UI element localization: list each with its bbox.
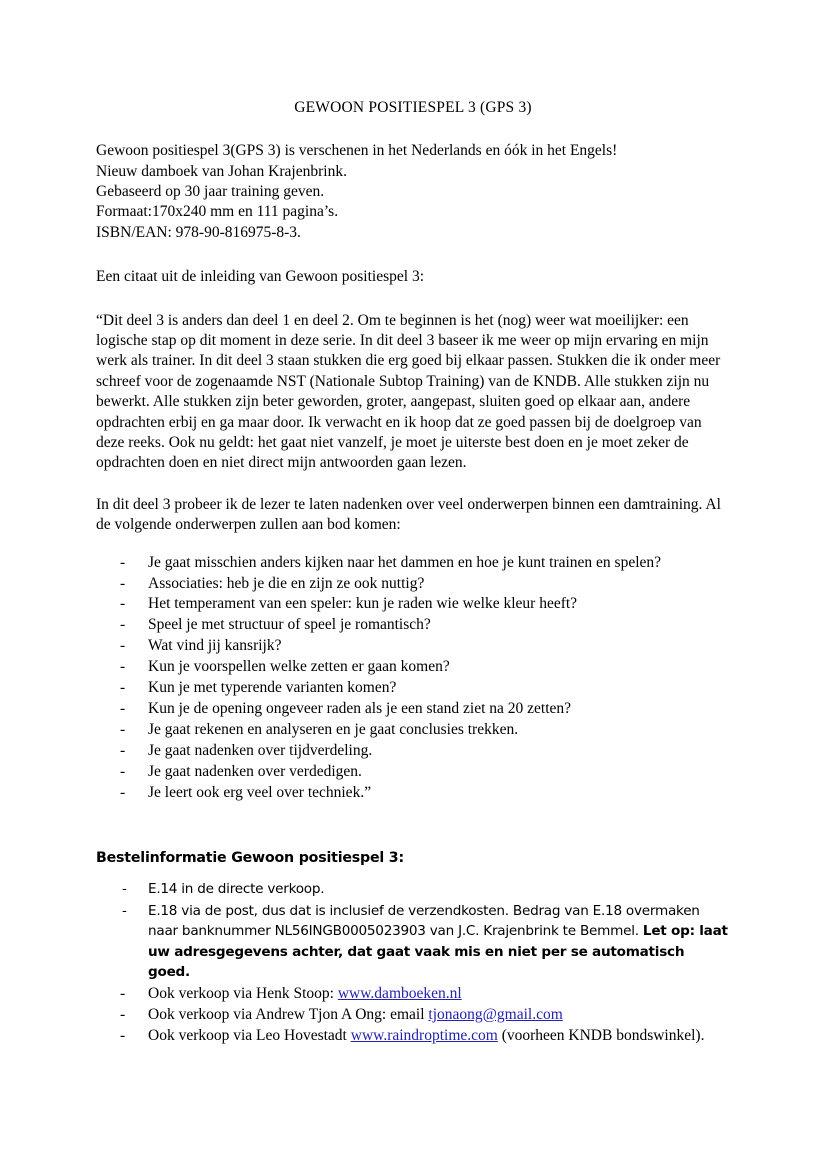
dash-marker: - — [120, 679, 126, 697]
document-content — [96, 0, 730, 1047]
quote-intro-line: Een citaat uit de inleiding van Gewoon positiespel 3: — [96, 268, 425, 286]
list-item — [96, 636, 730, 656]
list-item-text: Je gaat misschien anders kijken naar het dammen en hoe je kunt trainen en spelen? — [148, 553, 662, 571]
seller-link[interactable]: www.damboeken.nl — [337, 984, 462, 1002]
list-item — [96, 657, 730, 677]
book-metadata-block — [96, 141, 730, 243]
seller-text-suffix: (voorheen KNDB bondswinkel). — [497, 1026, 705, 1044]
list-item — [96, 594, 730, 614]
dash-marker: - — [120, 783, 126, 801]
dash-marker: - — [120, 741, 126, 759]
list-item — [96, 901, 730, 983]
sellers-list — [96, 984, 730, 1046]
list-item — [96, 553, 730, 573]
list-item-text: Het temperament van een speler: kun je raden wie welke kleur heeft? — [148, 595, 578, 613]
list-item-text: Je leert ook erg veel over techniek.” — [148, 783, 372, 801]
page-title: GEWOON POSITIESPEL 3 (GPS 3) — [294, 99, 532, 116]
list-item-emphasis: Let op: laat uw adresgegevens achter, dat gaat vaak mis en niet per se automatisch goed. — [148, 923, 728, 981]
ordering-info-heading: Bestelinformatie Gewoon positiespel 3: — [96, 850, 404, 867]
dash-marker: - — [120, 1026, 126, 1044]
list-item-text: Je gaat rekenen en analyseren en je gaat conclusies trekken. — [148, 720, 519, 738]
topics-list — [96, 553, 730, 803]
list-item-text: Je gaat nadenken over tijdverdeling. — [148, 741, 373, 759]
list-item — [96, 720, 730, 740]
ordering-info-list — [96, 879, 730, 983]
dash-marker: - — [122, 881, 127, 898]
topics-lead-paragraph: In dit deel 3 probeer ik de lezer te laten nadenken over veel onderwerpen binnen een damtraining. Al de volgende onderwerpen zullen aan bod komen: — [96, 495, 721, 534]
list-item-text: Associaties: heb je die en zijn ze ook nuttig? — [148, 574, 425, 592]
list-item-text: E.14 in de directe verkoop. — [148, 881, 325, 898]
metadata-line: Gewoon positiespel 3(GPS 3) is verschenen in het Nederlands en óók in het Engels! — [96, 142, 618, 160]
seller-link[interactable]: www.raindroptime.com — [350, 1026, 498, 1044]
dash-marker: - — [122, 902, 127, 919]
dash-marker: - — [120, 616, 126, 634]
list-item — [96, 1026, 730, 1046]
list-item — [96, 879, 730, 900]
dash-marker: - — [120, 762, 126, 780]
seller-text: Ook verkoop via Andrew Tjon A Ong: email — [148, 1005, 429, 1023]
quote-paragraph: “Dit deel 3 is anders dan deel 1 en deel 2. Om te beginnen is het (nog) weer wat moeilijker: een logische stap op dit moment in deze serie. In dit deel 3 baseer ik me weer op mijn ervaring en mijn werk als trainer. In dit deel 3 staan stukken die erg goed bij elkaar passen. Stukken die ik onder meer schreef voor de zogenaamde NST (Nationale Subtop Training) van de KNDB. Alle stukken zijn nu bewerkt. Alle stukken zijn beter geworden, groter, aangepast, sluiten goed op elkaar aan, andere opdrachten erbij en ga maar door. Ik verwacht en ik hoop dat ze goed passen bij de doelgroep van deze reeks. Ook nu geldt: het gaat niet vanzelf, je moet je uiterste best doen en je moet zeker de opdrachten doen en niet direct mijn antwoorden gaan lezen. — [96, 311, 721, 472]
metadata-line: ISBN/EAN: 978-90-816975-8-3. — [96, 223, 301, 241]
seller-email-link[interactable]: tjonaong@gmail.com — [428, 1005, 563, 1023]
dash-marker: - — [120, 637, 126, 655]
metadata-line: Formaat:170x240 mm en 111 pagina’s. — [96, 203, 339, 221]
dash-marker: - — [120, 595, 126, 613]
list-item — [96, 574, 730, 594]
dash-marker: - — [120, 1005, 126, 1023]
dash-marker: - — [120, 984, 126, 1002]
list-item-text: Je gaat nadenken over verdedigen. — [148, 762, 362, 780]
list-item-text: Kun je met typerende varianten komen? — [148, 679, 397, 697]
list-item-text: Speel je met structuur of speel je romantisch? — [148, 616, 431, 634]
metadata-line: Gebaseerd op 30 jaar training geven. — [96, 182, 325, 200]
seller-text: Ook verkoop via Leo Hovestadt — [148, 1026, 351, 1044]
list-item — [96, 783, 730, 803]
metadata-line: Nieuw damboek van Johan Krajenbrink. — [96, 162, 347, 180]
list-item — [96, 699, 730, 719]
list-item-text: E.18 via de post, dus dat is inclusief de verzendkosten. Bedrag van E.18 overmaken naar banknummer NL56INGB0005023903 van J.C. Krajenbrink te Bemmel. — [148, 902, 700, 940]
dash-marker: - — [120, 658, 126, 676]
seller-text: Ook verkoop via Henk Stoop: — [148, 984, 338, 1002]
dash-marker: - — [120, 720, 126, 738]
list-item-text: Kun je voorspellen welke zetten er gaan komen? — [148, 658, 450, 676]
list-item — [96, 615, 730, 635]
list-item — [96, 678, 730, 698]
list-item-text: Kun je de opening ongeveer raden als je een stand ziet na 20 zetten? — [148, 699, 572, 717]
dash-marker: - — [120, 574, 126, 592]
dash-marker: - — [120, 699, 126, 717]
list-item — [96, 762, 730, 782]
dash-marker: - — [120, 553, 126, 571]
list-item — [96, 984, 730, 1004]
list-item — [96, 741, 730, 761]
list-item — [96, 1005, 730, 1025]
list-item-text: Wat vind jij kansrijk? — [148, 637, 282, 655]
